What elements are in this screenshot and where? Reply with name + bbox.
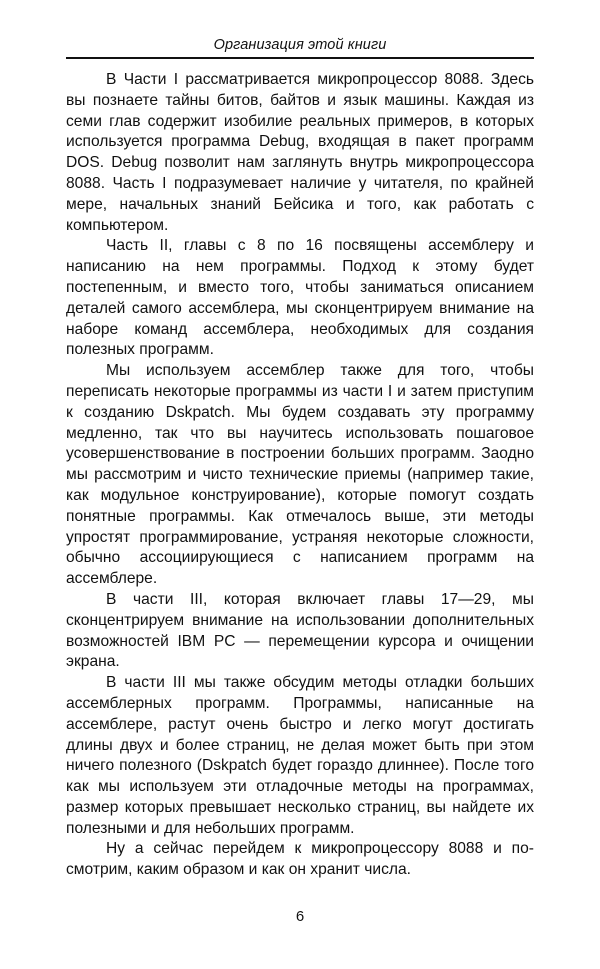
paragraph-part-three: В части III, которая включает главы 17—29, мы сконцентрируем внимание на использовании дополнительных возможностей IBM PC — перемещении курсора и очищении экрана. — [66, 590, 534, 671]
paragraph-closing: Ну а сейчас перейдем к микропроцессору 8088 и посмотрим, каким образом и как он хранит числа. — [66, 840, 534, 879]
paragraph-dskpatch: Мы используем ассемблер также для того, чтобы переписать некоторые программы из части I и затем приступим к созданию Dskpatch. Мы будем создавать эту программу медленно, так что вы научитесь использовать пошаговое усовершенствование в построении больших программ. Заодно мы рассмотрим и чисто технические приемы (например такие, как модульное конструирование), которые помогут создать понятные программы. Как отмечалось выше, эти методы упростят программирование, устраняя некоторые сложности, обычно ассоциирующиеся с написанием программ на ассемблере. — [66, 362, 534, 588]
paragraph-debugging: В части III мы также обсудим методы отладки больших ассемблерных программ. Программы, написанные на ассемблере, растут очень быстро и легко могут достигать длины двух и более страниц, не делая может быть при этом ничего полезного (Dskpatch будет гораздо длиннее). После того как мы используем эти отладочные методы на программах, размер которых превышает несколько страниц, вы найдете их полезными и для небольших программ. — [66, 674, 534, 837]
paragraph-part-one: В Части I рассматривается микропроцессор 8088. Здесь вы познаете тайны битов, байтов и язык машины. Каждая из семи глав содержит изобилие реальных примеров, в которых используется программа Debug, входящая в пакет программ DOS. Debug позволит нам заглянуть внутрь микропроцессора 8088. Часть I подразумевает наличие у читателя, по крайней мере, начальных знаний Бейсика и того, как работать с компьютером. — [66, 71, 534, 234]
page-number: 6 — [295, 908, 305, 925]
page-body — [66, 70, 534, 881]
paragraph-part-two: Часть II, главы с 8 по 16 посвящены ассемблеру и написанию на нем программы. Подход к этому будет постепенным, и вместо того, чтобы заниматься описанием деталей самого ассемблера, мы сконцентрируем внимание на наборе команд ассемблера, необходимых для создания полезных программ. — [66, 237, 534, 359]
running-header: Организация этой книги — [213, 37, 387, 53]
header-rule — [66, 57, 534, 59]
